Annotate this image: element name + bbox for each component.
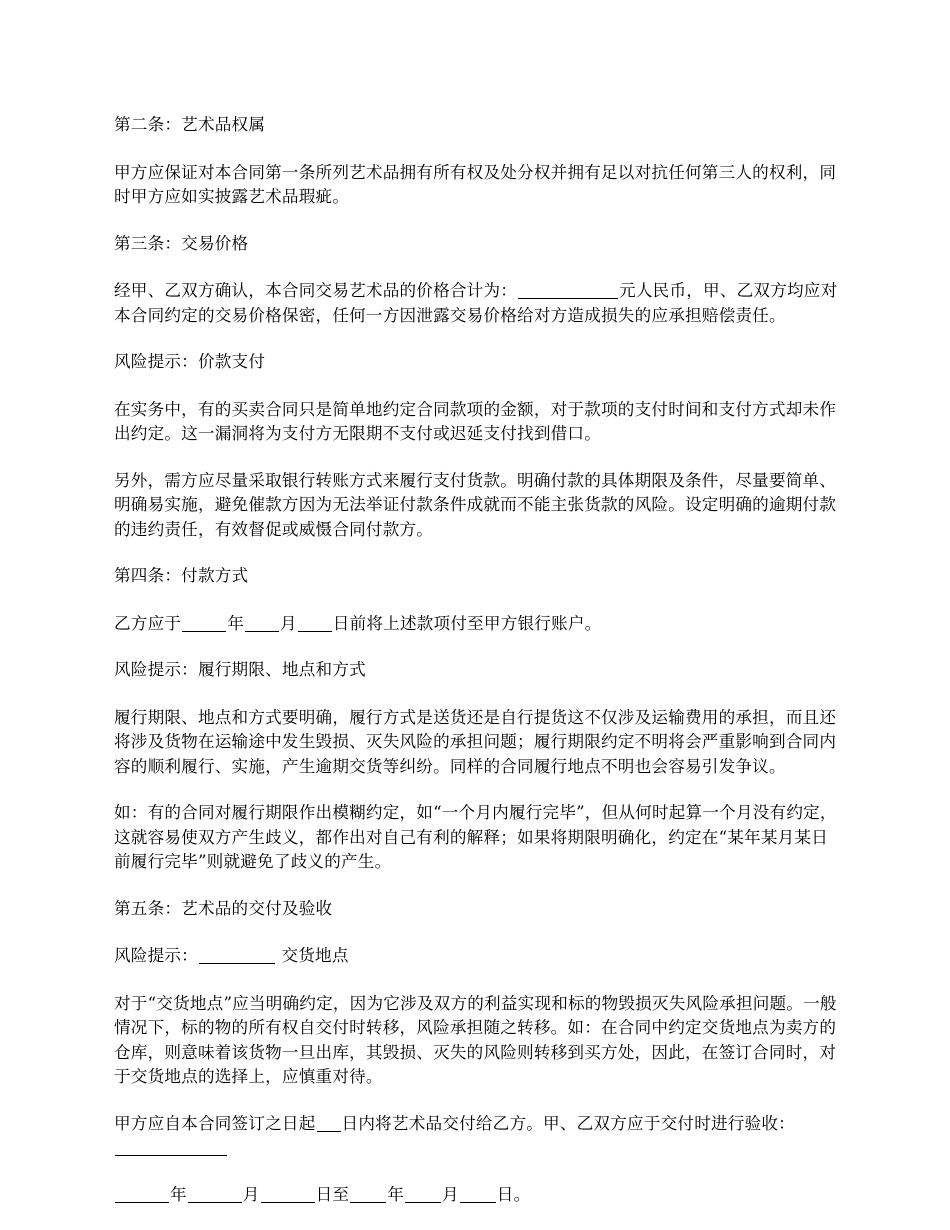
price-blank [518, 280, 618, 299]
start-month-blank [188, 1184, 242, 1203]
delivery-place-blank [199, 945, 275, 964]
risk-delivery-title [114, 944, 839, 969]
payment-year-blank [182, 613, 226, 632]
delivery-clause [114, 1112, 839, 1161]
payment-month-blank [245, 613, 279, 632]
date-year-label: 年 [170, 1184, 187, 1204]
article-3-body-part-a: 经甲、乙双方确认，本合同交易艺术品的价格合计为： [114, 281, 518, 300]
article-4-title: 第四条：付款方式 [114, 566, 249, 585]
delivery-part-b: 日内将艺术品交付给乙方。甲、乙双方应于交付时进行验收： [341, 1113, 795, 1133]
date-range-line [114, 1183, 839, 1208]
article-3-body [114, 279, 839, 328]
delivery-days-blank [317, 1113, 341, 1132]
date-day-to-label: 日至 [315, 1184, 350, 1204]
article-2-body: 甲方应保证对本合同第一条所列艺术品拥有所有权及处分权并拥有足以对抗任何第三人的权利，同时甲方应如实披露艺术品瑕疵。 [114, 162, 837, 206]
article-3-title: 第三条：交易价格 [114, 233, 249, 253]
end-month-blank [405, 1184, 441, 1203]
risk-performance-body-1: 履行期限、地点和方式要明确，履行方式是送货还是自行提货这不仅涉及运输费用的承担，而且还将涉及货物在运输途中发生毁损、灭失风险的承担问题；履行期限约定不明将会严重影响到合同内容的顺利履行、实施，产生逾期交货等纠纷。同样的合同履行地点不明也会容易引发争议。 [114, 707, 837, 776]
risk-payment-body-1: 在实务中，有的买卖合同只是简单地约定合同款项的金额，对于款项的支付时间和支付方式却未作出约定。这一漏洞将为支付方无限期不支付或迟延支付找到借口。 [114, 399, 837, 443]
risk-delivery-body: 对于“交货地点”应当明确约定，因为它涉及双方的利益实现和标的物毁损灭失风险承担问题。一般情况下，标的物的所有权自交付时转移，风险承担随之转移。如：在合同中约定交货地点为卖方的仓库，则意味着该货物一旦出库，其毁损、灭失的风险则转移到买方处，因此，在签订合同时，对于交货地点的选择上，应慎重对待。 [114, 993, 837, 1086]
article-5-title: 第五条：艺术品的交付及验收 [114, 898, 333, 918]
document-body [114, 113, 839, 1229]
article-4-rest: 日前将上述款项付至甲方银行账户。 [332, 613, 602, 633]
risk-delivery-suffix: 交货地点 [275, 946, 349, 965]
risk-delivery-prefix: 风险提示： [114, 946, 198, 965]
article-3-body-part-b: 元人民币，甲、乙双方均应对本合同约定的交易价格保密，任何一方因泄露交易价格给对方造成损失的应承担赔偿责任。 [114, 281, 838, 325]
date-day-end-label: 日。 [496, 1184, 531, 1204]
date-year2-label: 年 [387, 1184, 404, 1204]
risk-payment-body-2: 另外，需方应尽量采取银行转账方式来履行支付货款。明确付款的具体期限及条件，尽量要简单、明确易实施，避免催款方因为无法举证付款条件成就而不能主张货款的风险。设定明确的逾期付款的违约责任，有效督促或威慑合同付款方。 [114, 470, 837, 539]
end-day-blank [460, 1184, 496, 1203]
date-month2-label: 月 [441, 1184, 459, 1204]
delivery-part-a: 甲方应自本合同签订之日起 [114, 1113, 316, 1133]
end-year-blank [350, 1184, 386, 1203]
risk-payment-title: 风险提示：价款支付 [114, 352, 266, 371]
article-4-month: 月 [279, 613, 297, 633]
article-2-title: 第二条：艺术品权属 [114, 115, 266, 134]
start-day-blank [261, 1184, 315, 1203]
date-month-label: 月 [242, 1184, 260, 1204]
acceptance-blank [115, 1137, 227, 1156]
start-year-blank [115, 1184, 169, 1203]
article-4-part-a: 乙方应于 [114, 613, 182, 633]
article-4-year: 年 [227, 613, 244, 633]
payment-day-blank [298, 613, 332, 632]
risk-performance-body-2: 如：有的合同对履行期限作出模糊约定，如“一个月内履行完毕”，但从何时起算一个月没有约定，这就容易使双方产生歧义，都作出对自己有利的解释；如果将期限明确化，约定在“某年某月某日前履行完毕”则就避免了歧义的产生。 [114, 803, 837, 871]
risk-performance-title: 风险提示：履行期限、地点和方式 [114, 660, 366, 679]
article-4-body [114, 612, 839, 637]
